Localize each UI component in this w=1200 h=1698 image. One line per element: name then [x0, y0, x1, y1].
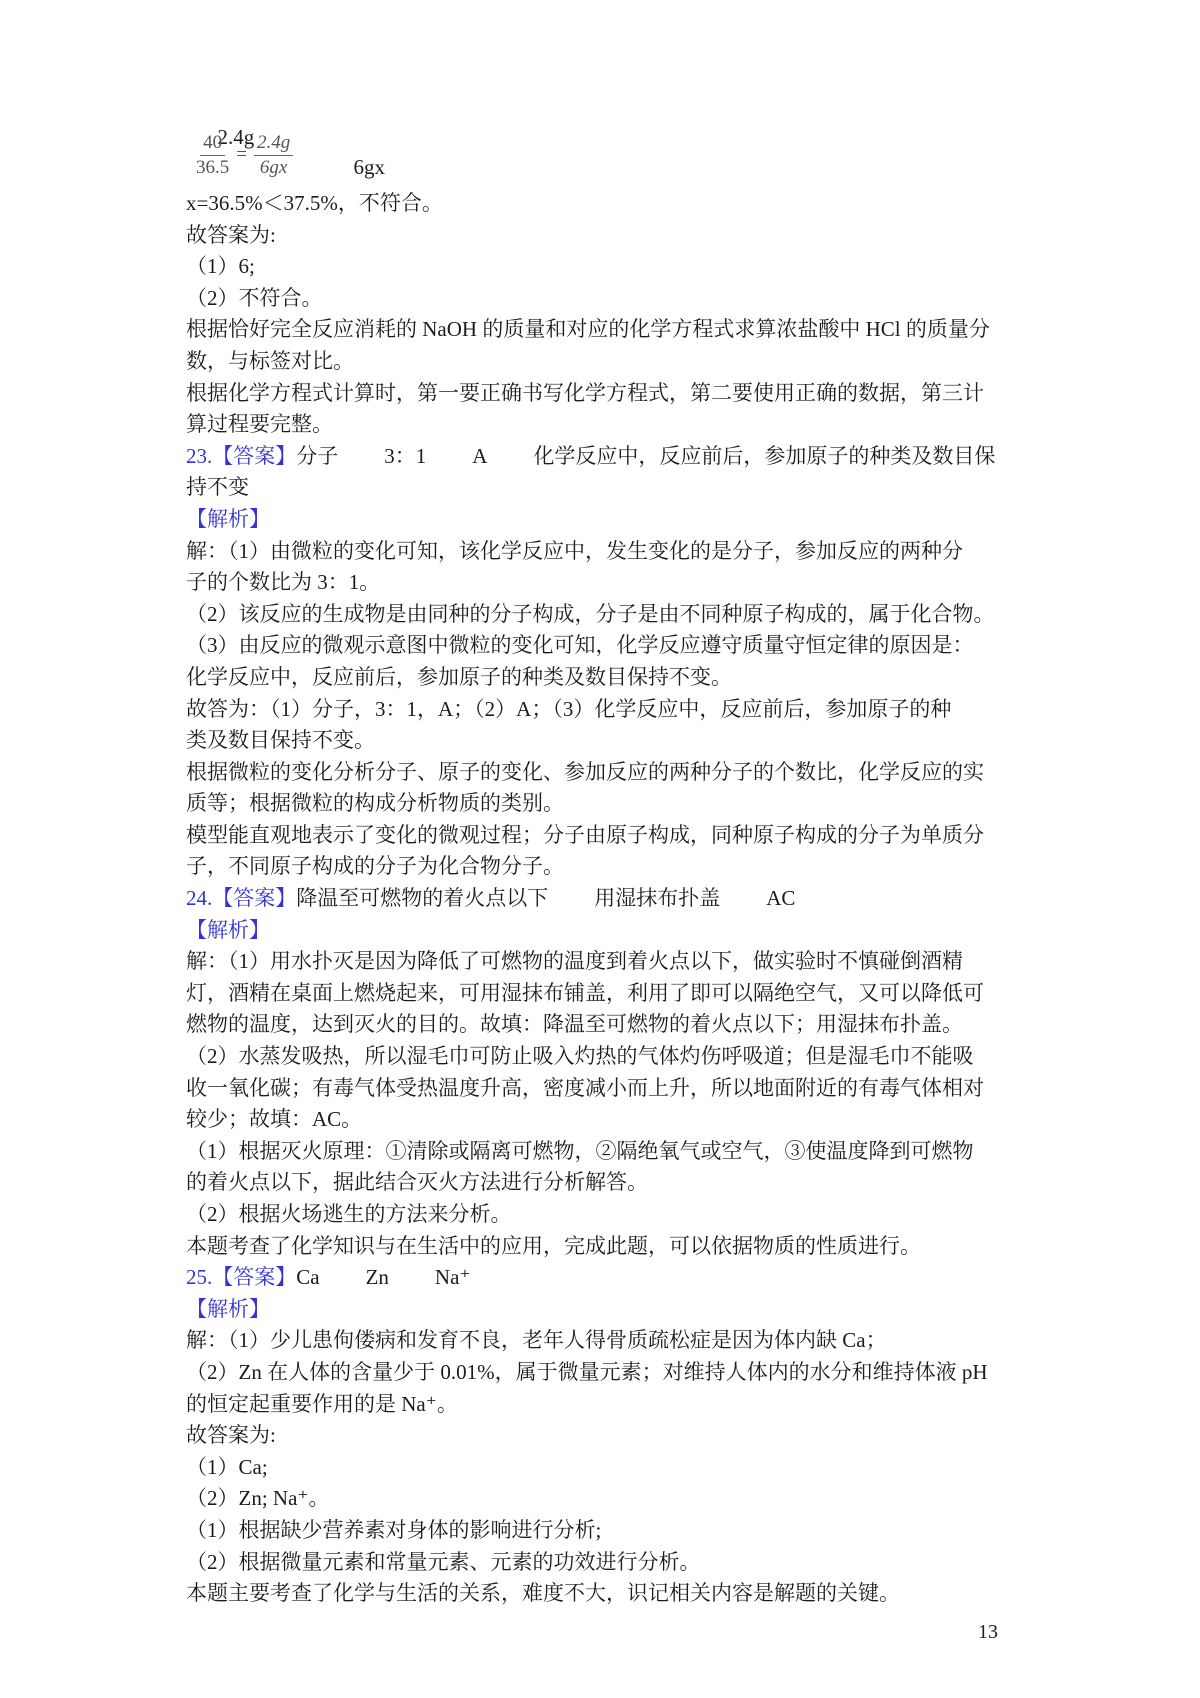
document-line	[186, 851, 1070, 883]
text-run: 子的个数比为 3：1。	[186, 570, 381, 595]
text-run: AC	[766, 886, 796, 911]
text-run: 数，与标签对比。	[186, 348, 354, 373]
text-run: （2）根据微量元素和常量元素、元素的功效进行分析。	[186, 1549, 701, 1574]
text-run: （2）水蒸发吸热，所以湿毛巾可防止吸入灼热的气体灼伤呼吸道；但是湿毛巾不能吸	[186, 1044, 974, 1069]
text-run: （1）根据缺少营养素对身体的影响进行分析;	[186, 1517, 602, 1542]
text-run: 灯，酒精在桌面上燃烧起来，可用湿抹布铺盖，利用了即可以隔绝空气，又可以降低可	[186, 980, 984, 1005]
text-run: 根据化学方程式计算时，第一要正确书写化学方程式，第二要使用正确的数据，第三计	[186, 380, 984, 405]
answer-label: 【答案】	[212, 886, 297, 911]
text-run: （2）Zn 在人体的含量少于 0.01%，属于微量元素；对维持人体内的水分和维持体液 pH	[186, 1359, 988, 1384]
document-line	[186, 725, 1070, 757]
text-run: 故答案为:	[186, 1423, 276, 1448]
text-run: 根据微粒的变化分析分子、原子的变化、参加反应的两种分子的个数比，化学反应的实	[186, 759, 984, 784]
document-line	[186, 788, 1070, 820]
text-run: 较少；故填：AC。	[186, 1107, 363, 1132]
document-line	[186, 978, 1070, 1010]
fraction-left-denominator: 36.5	[196, 156, 230, 178]
page-number: 13	[978, 1621, 998, 1643]
document-line	[186, 378, 1070, 410]
text-run: （3）由反应的微观示意图中微粒的变化可知，化学反应遵守质量守恒定律的原因是：	[186, 633, 974, 658]
text-run: 持不变	[186, 475, 249, 500]
text-run: A	[472, 443, 488, 468]
equals-sign: =	[236, 144, 247, 165]
document-line	[186, 1262, 1070, 1294]
text-run: x=36.5%＜37.5%，不符合。	[186, 191, 443, 215]
text-run: 子，不同原子构成的分子为化合物分子。	[186, 854, 564, 879]
document-line	[186, 188, 1070, 220]
document-line	[186, 1547, 1070, 1579]
document-line	[186, 1294, 1070, 1326]
document-line	[186, 1041, 1070, 1073]
fraction-right-denominator: 6gx	[259, 156, 288, 178]
document-line	[186, 1199, 1070, 1231]
document-line	[186, 1515, 1070, 1547]
text-run: Na⁺	[434, 1265, 471, 1290]
text-run: （2）该反应的生成物是由同种的分子构成，分子是由不同种原子构成的，属于化合物。	[186, 601, 995, 626]
text-run: 用湿抹布扑盖	[594, 886, 721, 911]
text-run: （2）Zn; Na⁺。	[186, 1486, 330, 1511]
answer-label: 25.	[186, 1265, 213, 1290]
text-run: 根据恰好完全反应消耗的 NaOH 的质量和对应的化学方程式求算浓盐酸中 HCl 的质量分	[186, 317, 990, 342]
document-line	[186, 409, 1070, 441]
document-line	[186, 946, 1070, 978]
mass-value-right: 6gx	[353, 155, 385, 179]
document-line	[186, 1073, 1070, 1105]
document-line	[186, 915, 1070, 947]
text-run: 3：1	[384, 443, 427, 468]
text-run: 的着火点以下，据此结合灭火方法进行分析解答。	[186, 1170, 648, 1195]
document-line	[186, 220, 1070, 252]
document-line	[186, 1231, 1070, 1263]
answer-label: 【答案】	[212, 1265, 297, 1290]
document-content	[186, 92, 1070, 1610]
document-line	[186, 346, 1070, 378]
document-line	[186, 1578, 1070, 1610]
document-line	[186, 472, 1070, 504]
text-run: 本题考查了化学知识与在生活中的应用，完成此题，可以依据物质的性质进行。	[186, 1233, 921, 1258]
fraction-left-numerator: 40	[200, 132, 225, 156]
document-line	[186, 1167, 1070, 1199]
fraction-right	[254, 132, 293, 179]
text-run: 燃物的温度，达到灭火的目的。故填：降温至可燃物的着火点以下；用湿抹布扑盖。	[186, 1012, 963, 1037]
document-line	[186, 1136, 1070, 1168]
document-line	[186, 283, 1070, 315]
document-line	[186, 1483, 1070, 1515]
text-run: （1）Ca;	[186, 1454, 268, 1479]
text-run: 化学反应中，反应前后，参加原子的种类及数目保	[533, 443, 996, 468]
text-run: 解：（1）用水扑灭是因为降低了可燃物的温度到着火点以下，做实验时不慎碰倒酒精	[186, 949, 963, 974]
text-run: 本题主要考查了化学与生活的关系，难度不大，识记相关内容是解题的关键。	[186, 1581, 900, 1606]
document-line	[186, 1325, 1070, 1357]
answer-label: 【解析】	[186, 917, 270, 942]
answer-label: 23.	[186, 443, 213, 468]
document-line	[186, 630, 1070, 662]
answer-label: 24.	[186, 886, 213, 911]
text-run: （2）根据火场逃生的方法来分析。	[186, 1202, 512, 1226]
text-run: 化学反应中，反应前后，参加原子的种类及数目保持不变。	[186, 664, 732, 689]
text-run: 故答案为:	[186, 222, 276, 247]
text-run: Ca	[296, 1265, 320, 1290]
text-run: 降温至可燃物的着火点以下	[296, 886, 549, 911]
text-run: 的恒定起重要作用的是 Na⁺。	[186, 1391, 458, 1416]
mass-value-left: 2.4g	[217, 125, 255, 149]
document-line	[186, 1389, 1070, 1421]
answer-label: 【解析】	[186, 1296, 270, 1321]
document-line	[186, 1104, 1070, 1136]
fraction-left	[196, 132, 229, 179]
document-line	[186, 1420, 1070, 1452]
document-body	[186, 188, 1070, 1610]
document-line	[186, 441, 1070, 473]
document-line	[186, 567, 1070, 599]
text-run: 类及数目保持不变。	[186, 728, 375, 753]
document-line	[186, 757, 1070, 789]
document-line	[186, 314, 1070, 346]
text-run: 故答为：（1）分子，3：1，A；（2）A；（3）化学反应中，反应前后，参加原子的种	[186, 696, 952, 721]
document-line	[186, 820, 1070, 852]
document-line	[186, 1357, 1070, 1389]
text-run: （1）根据灭火原理：①清除或隔离可燃物，②隔绝氧气或空气，③使温度降到可燃物	[186, 1138, 974, 1163]
document-line	[186, 1452, 1070, 1484]
document-line	[186, 536, 1070, 568]
text-run: 解：（1）少儿患佝偻病和发育不良，老年人得骨质疏松症是因为体内缺 Ca；	[186, 1328, 887, 1353]
text-run: 收一氧化碳；有毒气体受热温度升高，密度减小而上升，所以地面附近的有毒气体相对	[186, 1075, 984, 1100]
answer-label: 【答案】	[212, 443, 297, 468]
document-line	[186, 1009, 1070, 1041]
answer-label: 【解析】	[186, 506, 270, 531]
text-run: 质等；根据微粒的构成分析物质的类别。	[186, 791, 564, 816]
document-line	[186, 251, 1070, 283]
document-line	[186, 694, 1070, 726]
fraction-right-numerator: 2.4g	[254, 132, 293, 156]
document-line	[186, 883, 1070, 915]
text-run: 算过程要完整。	[186, 412, 333, 437]
text-run: （1）6;	[186, 254, 255, 279]
document-line	[186, 504, 1070, 536]
text-run: 分子	[296, 443, 339, 468]
text-run: 模型能直观地表示了变化的微观过程；分子由原子构成，同种原子构成的分子为单质分	[186, 822, 984, 847]
document-line	[186, 599, 1070, 631]
text-run: （2）不符合。	[186, 285, 323, 310]
document-line	[186, 662, 1070, 694]
text-run: 解：（1）由微粒的变化可知，该化学反应中，发生变化的是分子，参加反应的两种分	[186, 538, 963, 563]
text-run: Zn	[365, 1265, 389, 1290]
